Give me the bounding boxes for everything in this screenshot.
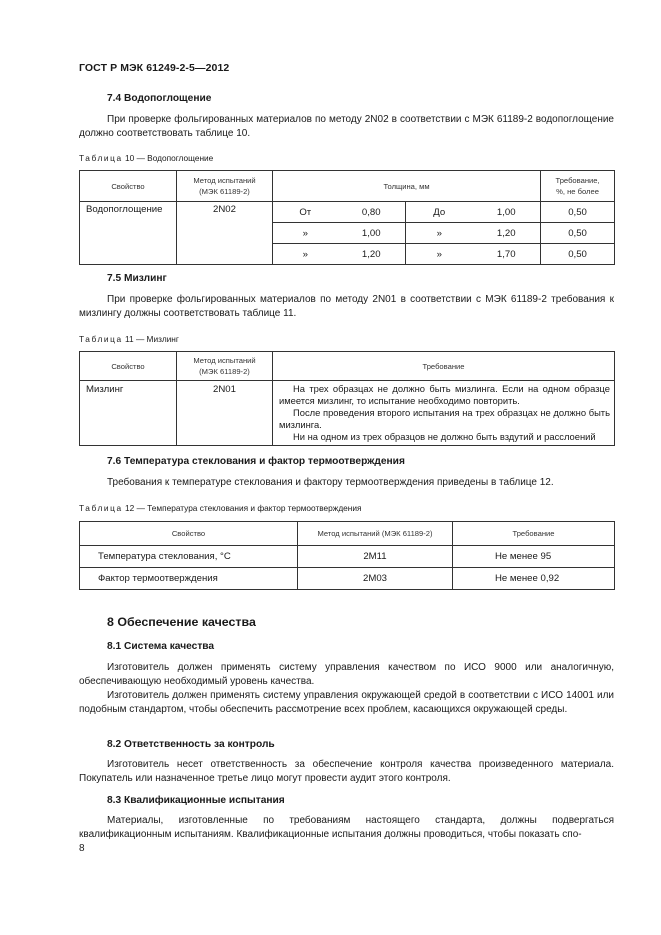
section-7-4-paragraph: При проверке фольгированных материалов по методу 2N02 в соответствии с МЭК 61189-2 водопоглощение должно соответствовать таблице 10. xyxy=(79,114,614,139)
section-7-6-heading: 7.6 Температура стеклования и фактор термоотверждения xyxy=(107,456,405,467)
table-row xyxy=(80,202,615,223)
table-10-header-thickness: Толщина, мм xyxy=(273,171,541,202)
table-10-to-label: » xyxy=(406,244,473,265)
table-10-caption-title: 10 — Водопоглощение xyxy=(122,153,214,163)
section-8-3-heading: 8.3 Квалификационные испытания xyxy=(107,795,285,806)
table-11-property: Мизлинг xyxy=(80,381,177,446)
table-11-requirement-line-3: Ни на одном из трех образцов не должно быть вздутий и расслоений xyxy=(293,431,596,442)
page-number: 8 xyxy=(79,843,85,854)
table-12-method: 2M03 xyxy=(298,568,453,590)
table-11-caption-label: Таблица xyxy=(79,334,123,344)
table-10-requirement: 0,50 xyxy=(541,202,615,223)
table-row xyxy=(80,546,615,568)
table-10-to-value: 1,20 xyxy=(473,223,541,244)
table-12-caption xyxy=(79,503,362,513)
table-10-from-label: » xyxy=(273,244,338,265)
section-8-3-paragraph: Материалы, изготовленные по требованиям настоящего стандарта, должны подвергаться квалификационным испытаниям. Квалификационные испытания должны проводиться, чтобы показать спо- xyxy=(79,815,614,840)
table-10-caption xyxy=(79,153,213,163)
table-12 xyxy=(79,521,615,590)
table-10-requirement: 0,50 xyxy=(541,244,615,265)
table-11-requirement xyxy=(273,381,615,446)
table-11-requirement-line-2: После проведения второго испытания на трех образцах не должно быть мизлинга. xyxy=(279,407,610,430)
section-8-1-paragraph-1: Изготовитель должен применять систему управления качеством по ИСО 9000 или аналогичную, обеспечивающую необходимый уровень качества. xyxy=(79,662,614,687)
section-8-1-paragraph-2: Изготовитель должен применять систему управления окружающей средой в соответствии с ИСО 14001 или подобным стандартом, чтобы обеспечить рассмотрение всех проблем, касающихся окружающей среды. xyxy=(79,690,614,715)
table-10-to-label: До xyxy=(406,202,473,223)
table-11-method: 2N01 xyxy=(177,381,273,446)
table-10-requirement: 0,50 xyxy=(541,223,615,244)
table-12-caption-title: 12 — Температура стеклования и фактор термоотверждения xyxy=(122,503,362,513)
table-10-to-label: » xyxy=(406,223,473,244)
section-8-2-paragraph: Изготовитель несет ответственность за обеспечение контроля качества произведенного материала. Покупатель или назначенное третье лицо могут провести аудит этого контроля. xyxy=(79,759,614,784)
table-11-header-property: Свойство xyxy=(80,352,177,381)
table-11-caption xyxy=(79,334,179,344)
table-10-to-value: 1,00 xyxy=(473,202,541,223)
table-12-header-method: Метод испытаний (МЭК 61189-2) xyxy=(298,522,453,546)
section-7-6-paragraph: Требования к температуре стеклования и фактору термоотверждения приведены в таблице 12. xyxy=(107,477,554,488)
section-8-heading: 8 Обеспечение качества xyxy=(107,615,256,629)
section-7-5-heading: 7.5 Мизлинг xyxy=(107,273,167,284)
table-12-property: Фактор термоотверждения xyxy=(80,568,298,590)
section-8-2-heading: 8.2 Ответственность за контроль xyxy=(107,739,275,750)
section-7-5-paragraph: При проверке фольгированных материалов по методу 2N01 в соответствии с МЭК 61189-2 требования к мизлингу должны соответствовать таблице 11. xyxy=(79,294,614,319)
table-11-requirement-line-1: На трех образцах не должно быть мизлинга. Если на одном образце имеется мизлинг, то испытание необходимо повторить. xyxy=(279,383,610,406)
table-10-caption-label: Таблица xyxy=(79,153,123,163)
table-12-requirement: Не менее 0,92 xyxy=(453,568,615,590)
table-10-from-label: От xyxy=(273,202,338,223)
table-10 xyxy=(79,170,615,265)
table-11-header-requirement: Требование xyxy=(273,352,615,381)
table-11 xyxy=(79,351,615,446)
table-10-header-method: Метод испытаний (МЭК 61189-2) xyxy=(177,171,273,202)
document-header: ГОСТ Р МЭК 61249-2-5—2012 xyxy=(79,62,230,74)
table-10-from-value: 1,20 xyxy=(338,244,406,265)
table-11-caption-title: 11 — Мизлинг xyxy=(122,334,179,344)
table-10-to-value: 1,70 xyxy=(473,244,541,265)
table-11-header-method: Метод испытаний (МЭК 61189-2) xyxy=(177,352,273,381)
table-10-from-label: » xyxy=(273,223,338,244)
section-8-1-heading: 8.1 Система качества xyxy=(107,641,215,652)
table-12-property: Температура стеклования, °С xyxy=(80,546,298,568)
table-12-header-requirement: Требование xyxy=(453,522,615,546)
table-10-header-property: Свойство xyxy=(80,171,177,202)
table-12-caption-label: Таблица xyxy=(79,503,123,513)
table-10-method: 2N02 xyxy=(177,202,273,265)
table-row xyxy=(80,568,615,590)
table-12-method: 2M11 xyxy=(298,546,453,568)
table-10-from-value: 1,00 xyxy=(338,223,406,244)
table-10-property: Водопоглощение xyxy=(80,202,177,265)
table-12-requirement: Не менее 95 xyxy=(453,546,615,568)
table-10-header-requirement: Требование, %, не более xyxy=(541,171,615,202)
table-12-header-property: Свойство xyxy=(80,522,298,546)
table-row xyxy=(80,381,615,446)
table-10-from-value: 0,80 xyxy=(338,202,406,223)
section-7-4-heading: 7.4 Водопоглощение xyxy=(107,93,212,104)
